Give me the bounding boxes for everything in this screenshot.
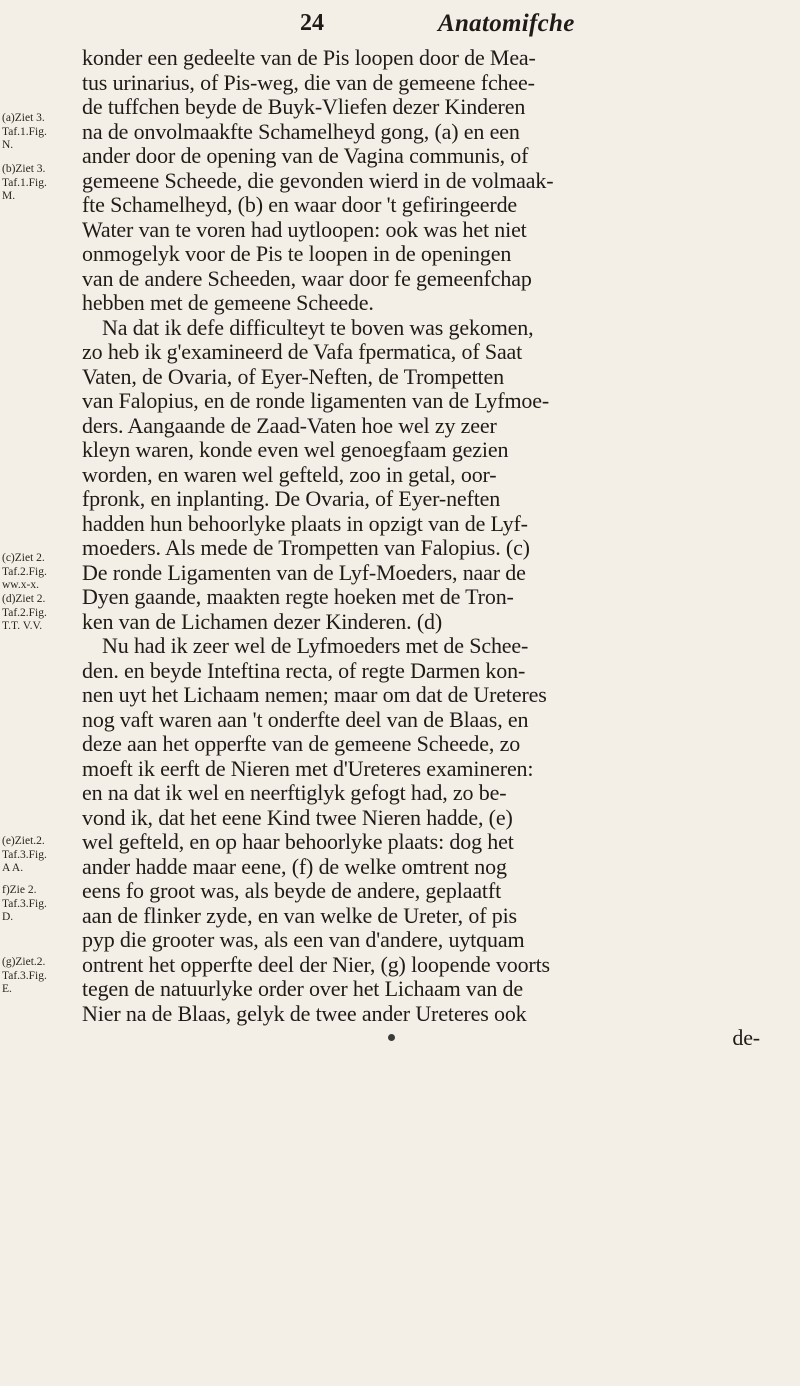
margin-note: (a)Ziet 3. Taf.1.Fig. N. xyxy=(2,112,47,151)
page-number: 24 xyxy=(300,10,324,36)
margin-note: (c)Ziet 2. Taf.2.Fig. ww.x-x. xyxy=(2,552,47,591)
text-line: hebben met de gemeene Scheede. xyxy=(82,290,374,315)
text-line: zo heb ik g'examineerd de Vafa fpermatica, of Saat xyxy=(82,339,523,364)
margin-note: (b)Ziet 3. Taf.1.Fig. M. xyxy=(2,163,47,202)
text-line: van Falopius, en de ronde ligamenten van de Lyfmoe- xyxy=(82,388,550,413)
text-line: den. en beyde Inteftina recta, of regte Darmen kon- xyxy=(82,657,526,683)
text-line: Nu had ik zeer wel de Lyfmoeders met de Schee- xyxy=(102,633,529,658)
text-line: worden, en waren wel gefteld, zoo in getal, oor- xyxy=(82,461,497,487)
text-line: van de andere Scheeden, waar door fe gemeenfchap xyxy=(82,265,532,291)
ink-dot-mark xyxy=(388,1034,395,1041)
text-line: hadden hun behoorlyke plaats in opzigt van de Lyf- xyxy=(82,510,528,536)
text-line: Water van te voren had uytloopen: ook was het niet xyxy=(82,216,527,242)
body-text xyxy=(82,46,782,1051)
text-line: de tuffchen beyde de Buyk-Vliefen dezer Kinderen xyxy=(82,94,526,119)
text-line: deze aan het opperfte van de gemeene Scheede, zo xyxy=(82,731,521,756)
text-line: ander hadde maar eene, (f) de welke omtrent nog xyxy=(82,853,507,879)
text-line: konder een gedeelte van de Pis loopen door de Mea- xyxy=(82,45,536,70)
text-line: moeft ik eerft de Nieren met d'Ureteres examineren: xyxy=(82,755,534,781)
text-line: ders. Aangaande de Zaad-Vaten hoe wel zy zeer xyxy=(82,412,497,438)
text-line: De ronde Ligamenten van de Lyf-Moeders, naar de xyxy=(82,559,526,585)
text-line: moeders. Als mede de Trompetten van Falopius. (c) xyxy=(82,535,530,560)
text-line: ontrent het opperfte deel der Nier, (g) loopende voorts xyxy=(82,951,550,977)
text-line: kleyn waren, konde even wel genoegfaam gezien xyxy=(82,437,509,462)
margin-note: (e)Ziet.2. Taf.3.Fig. A A. xyxy=(2,835,47,874)
catchword: de- xyxy=(732,1025,760,1050)
text-line: fpronk, en inplanting. De Ovaria, of Eyer-neften xyxy=(82,486,501,511)
text-line: ander door de opening van de Vagina communis, of xyxy=(82,143,529,168)
text-line: eens fo groot was, als beyde de andere, geplaatft xyxy=(82,878,502,903)
text-line: fte Schamelheyd, (b) en waar door 't gefiringeerde xyxy=(82,192,518,217)
text-line: ken van de Lichamen dezer Kinderen. (d) xyxy=(82,608,443,634)
text-line: nen uyt het Lichaam nemen; maar om dat de Ureteres xyxy=(82,682,547,707)
text-line: nog vaft waren aan 't onderfte deel van de Blaas, en xyxy=(82,706,529,732)
text-line: tegen de natuurlyke order over het Lichaam van de xyxy=(82,976,524,1001)
text-line: Nier na de Blaas, gelyk de twee ander Ureteres ook xyxy=(82,1000,527,1026)
margin-note: (g)Ziet.2. Taf.3.Fig. E. xyxy=(2,956,47,995)
text-line: en na dat ik wel en neerftiglyk gefogt had, zo be- xyxy=(82,780,507,805)
text-line: onmogelyk voor de Pis te loopen in de openingen xyxy=(82,241,512,266)
margin-note: (d)Ziet 2. Taf.2.Fig. T.T. V.V. xyxy=(2,593,47,632)
page-header xyxy=(0,10,800,40)
text-line: wel gefteld, en op haar behoorlyke plaats: dog het xyxy=(82,829,514,854)
margin-note: f)Zie 2. Taf.3.Fig. D. xyxy=(2,884,47,923)
text-line: aan de flinker zyde, en van welke de Ureter, of pis xyxy=(82,902,517,928)
text-line: na de onvolmaakfte Schamelheyd gong, (a) en een xyxy=(82,118,520,144)
text-line: Na dat ik defe difficulteyt te boven was gekomen, xyxy=(102,314,534,340)
text-line: pyp die grooter was, als een van d'andere, uytquam xyxy=(82,927,525,952)
text-line: Dyen gaande, maakten regte hoeken met de Tron- xyxy=(82,584,514,609)
text-line: tus urinarius, of Pis-weg, die van de gemeene fchee- xyxy=(82,69,535,95)
text-line: gemeene Scheede, die gevonden wierd in de volmaak- xyxy=(82,167,554,193)
running-head: Anatomifche xyxy=(438,10,575,37)
text-line: Vaten, de Ovaria, of Eyer-Neften, de Trompetten xyxy=(82,363,504,389)
text-line: vond ik, dat het eene Kind twee Nieren hadde, (e) xyxy=(82,804,513,830)
